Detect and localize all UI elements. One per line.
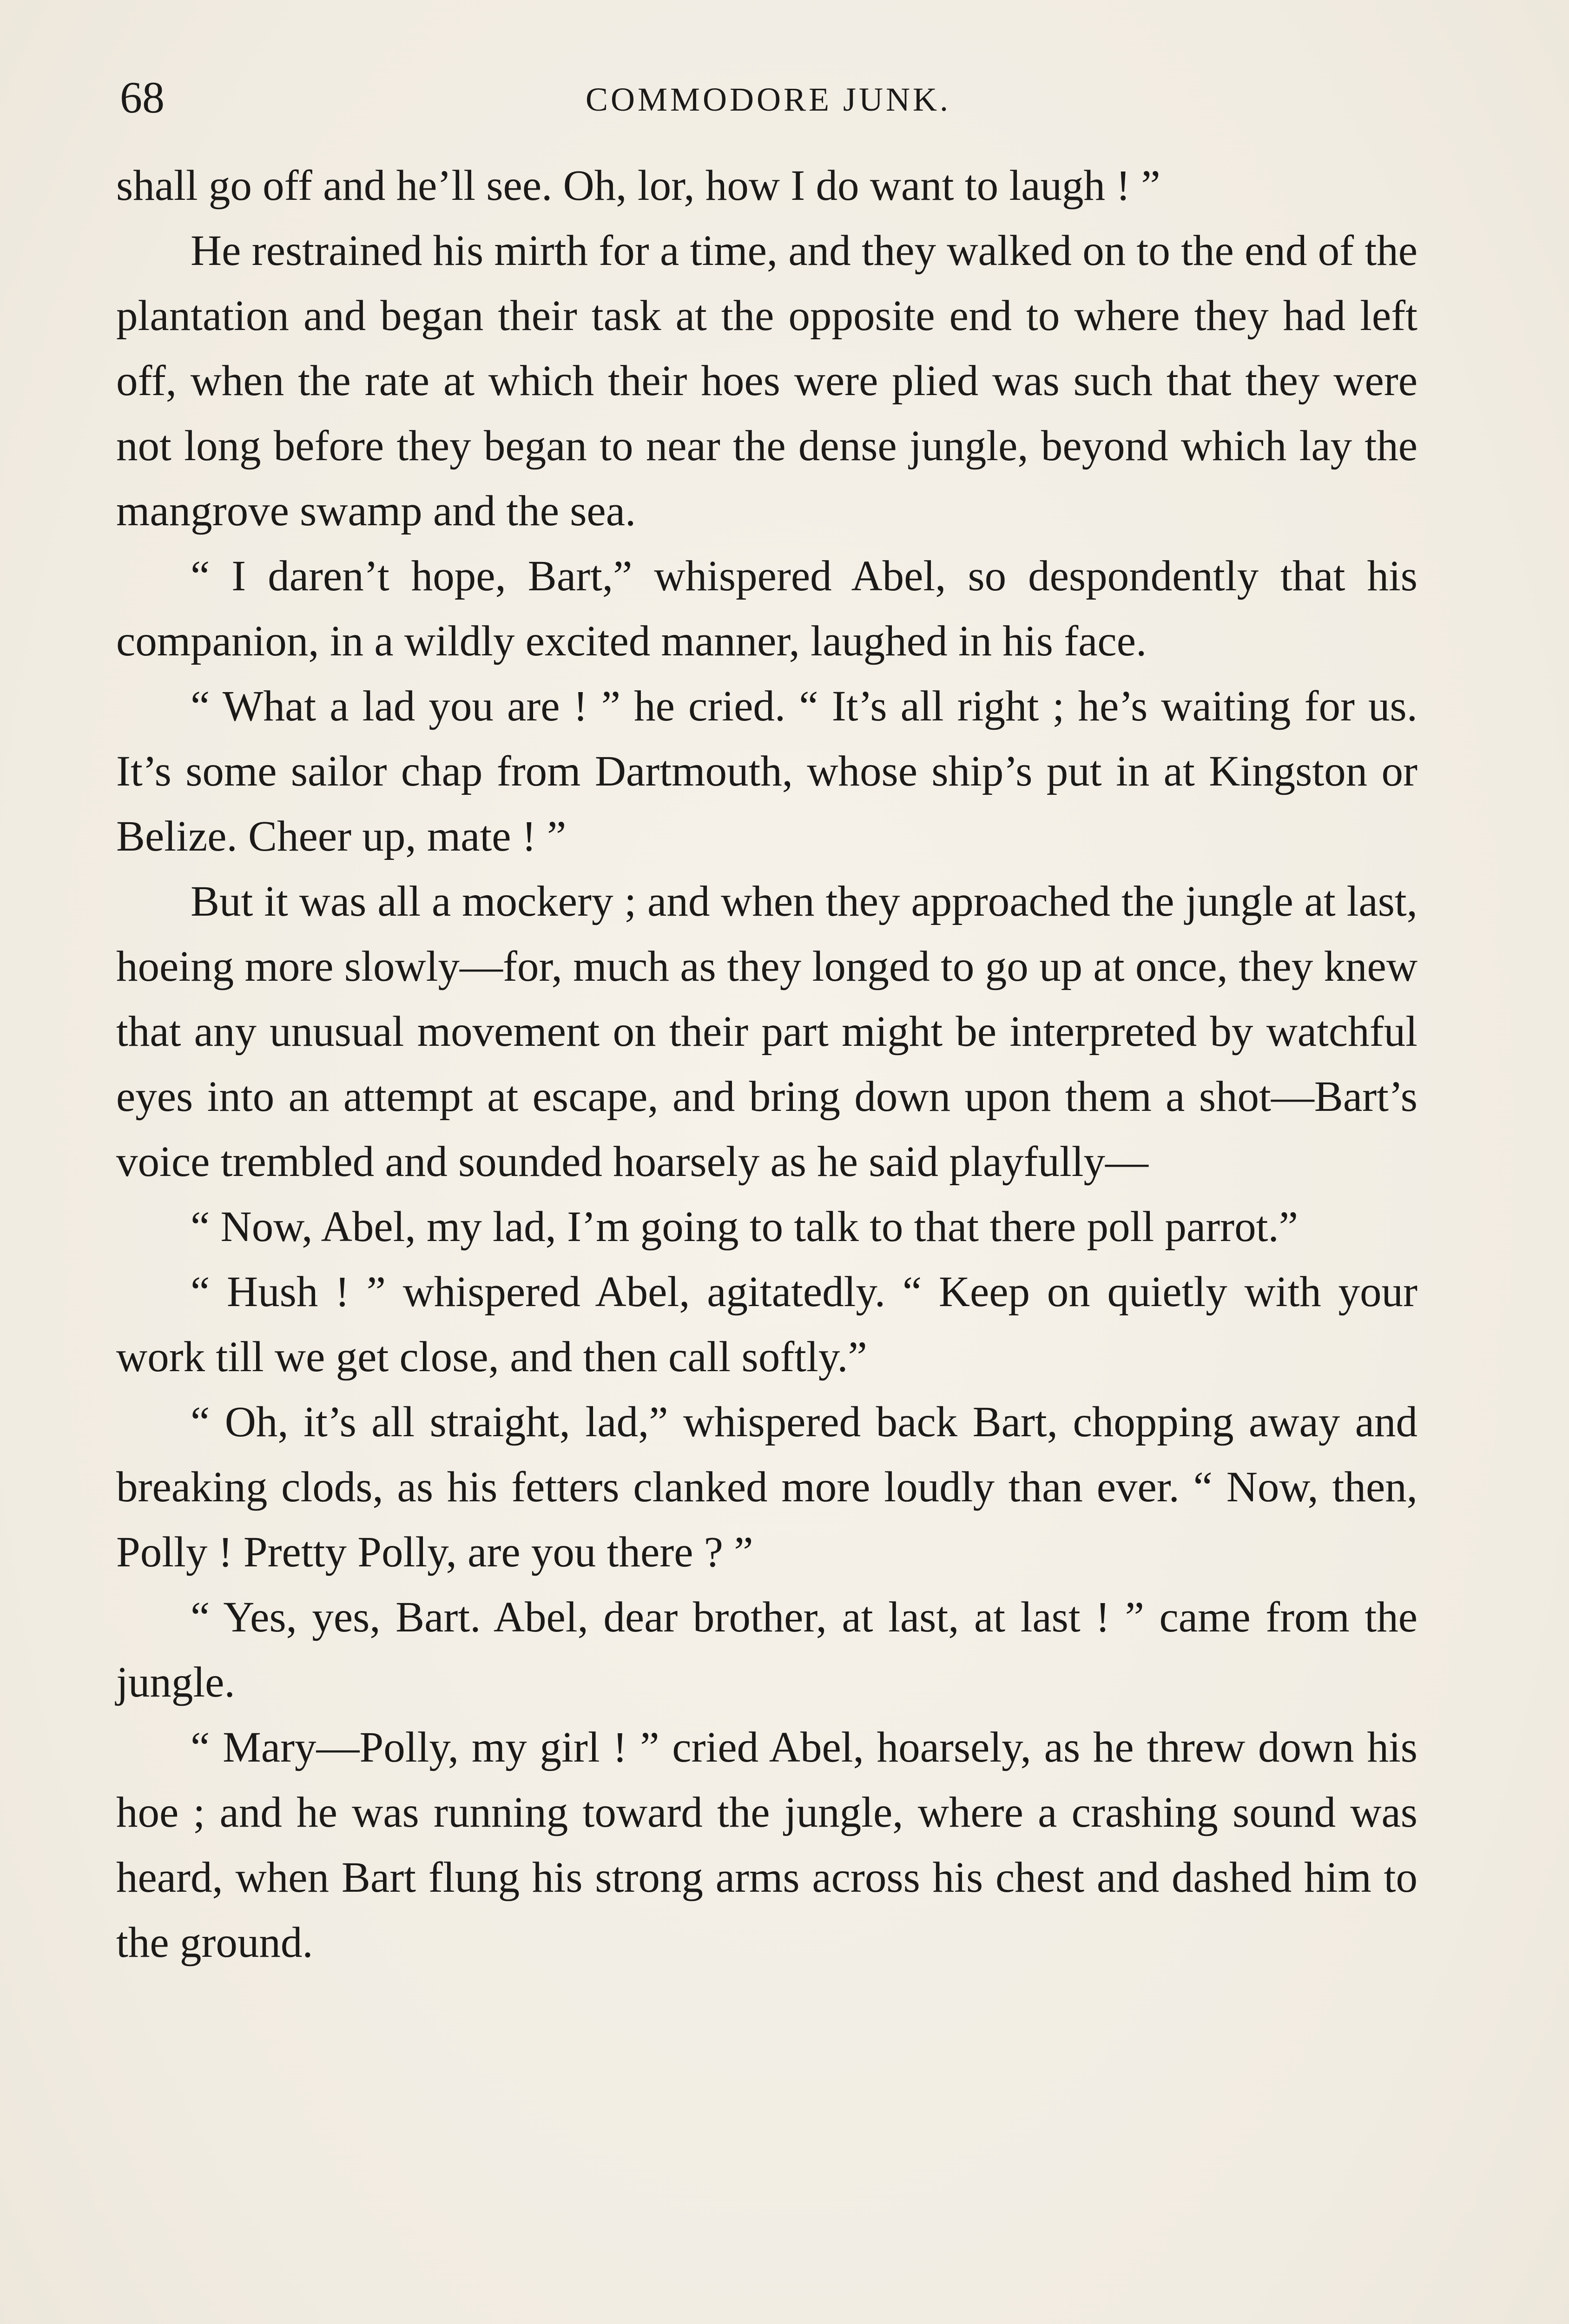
paragraph: He restrained his mirth for a time, and they walked on to the end of the plantation and began their task at the opposite end to where they had left off, when the rate at which their hoes were plied was such that they were not long before they began to near the dense jungle, beyond which lay the mangrove swamp and the sea. [116, 227, 1417, 535]
paragraph: shall go off and he’ll see. Oh, lor, how I do want to laugh ! ” [116, 162, 1160, 210]
body-text [116, 153, 1417, 1975]
paragraph: But it was all a mockery ; and when they approached the jungle at last, hoeing more slowly—for, much as they longed to go up at once, they knew that any unusual movement on their part might be interpreted by watchful eyes into an attempt at escape, and bring down upon them a shot—Bart’s voice trembled and sounded hoarsely as he said playfully— [116, 878, 1417, 1186]
paragraph: “ Mary—Polly, my girl ! ” cried Abel, hoarsely, as he threw down his hoe ; and he was running toward the jungle, where a crashing sound was heard, when Bart flung his strong arms across his chest and dashed him to the ground. [116, 1723, 1417, 1967]
paragraph: “ Hush ! ” whispered Abel, agitatedly. “ Keep on quietly with your work till we get close, and then call softly.” [116, 1268, 1417, 1381]
page-header [120, 70, 1417, 125]
running-title: COMMODORE JUNK. [585, 81, 951, 118]
paragraph: “ I daren’t hope, Bart,” whispered Abel, so despondently that his companion, in a wildly excited manner, laughed in his face. [116, 552, 1417, 665]
paragraph: “ Yes, yes, Bart. Abel, dear brother, at last, at last ! ” came from the jungle. [116, 1593, 1417, 1706]
paragraph: “ Oh, it’s all straight, lad,” whispered back Bart, chopping away and breaking clods, as his fetters clanked more loudly than ever. “ Now, then, Polly ! Pretty Polly, are you there ? ” [116, 1398, 1417, 1576]
paragraph: “ Now, Abel, my lad, I’m going to talk to that there poll parrot.” [191, 1203, 1298, 1251]
paragraph: “ What a lad you are ! ” he cried. “ It’s all right ; he’s waiting for us. It’s some sailor chap from Dartmouth, whose ship’s put in at Kingston or Belize. Cheer up, mate ! ” [116, 682, 1417, 860]
page-number: 68 [120, 73, 165, 122]
